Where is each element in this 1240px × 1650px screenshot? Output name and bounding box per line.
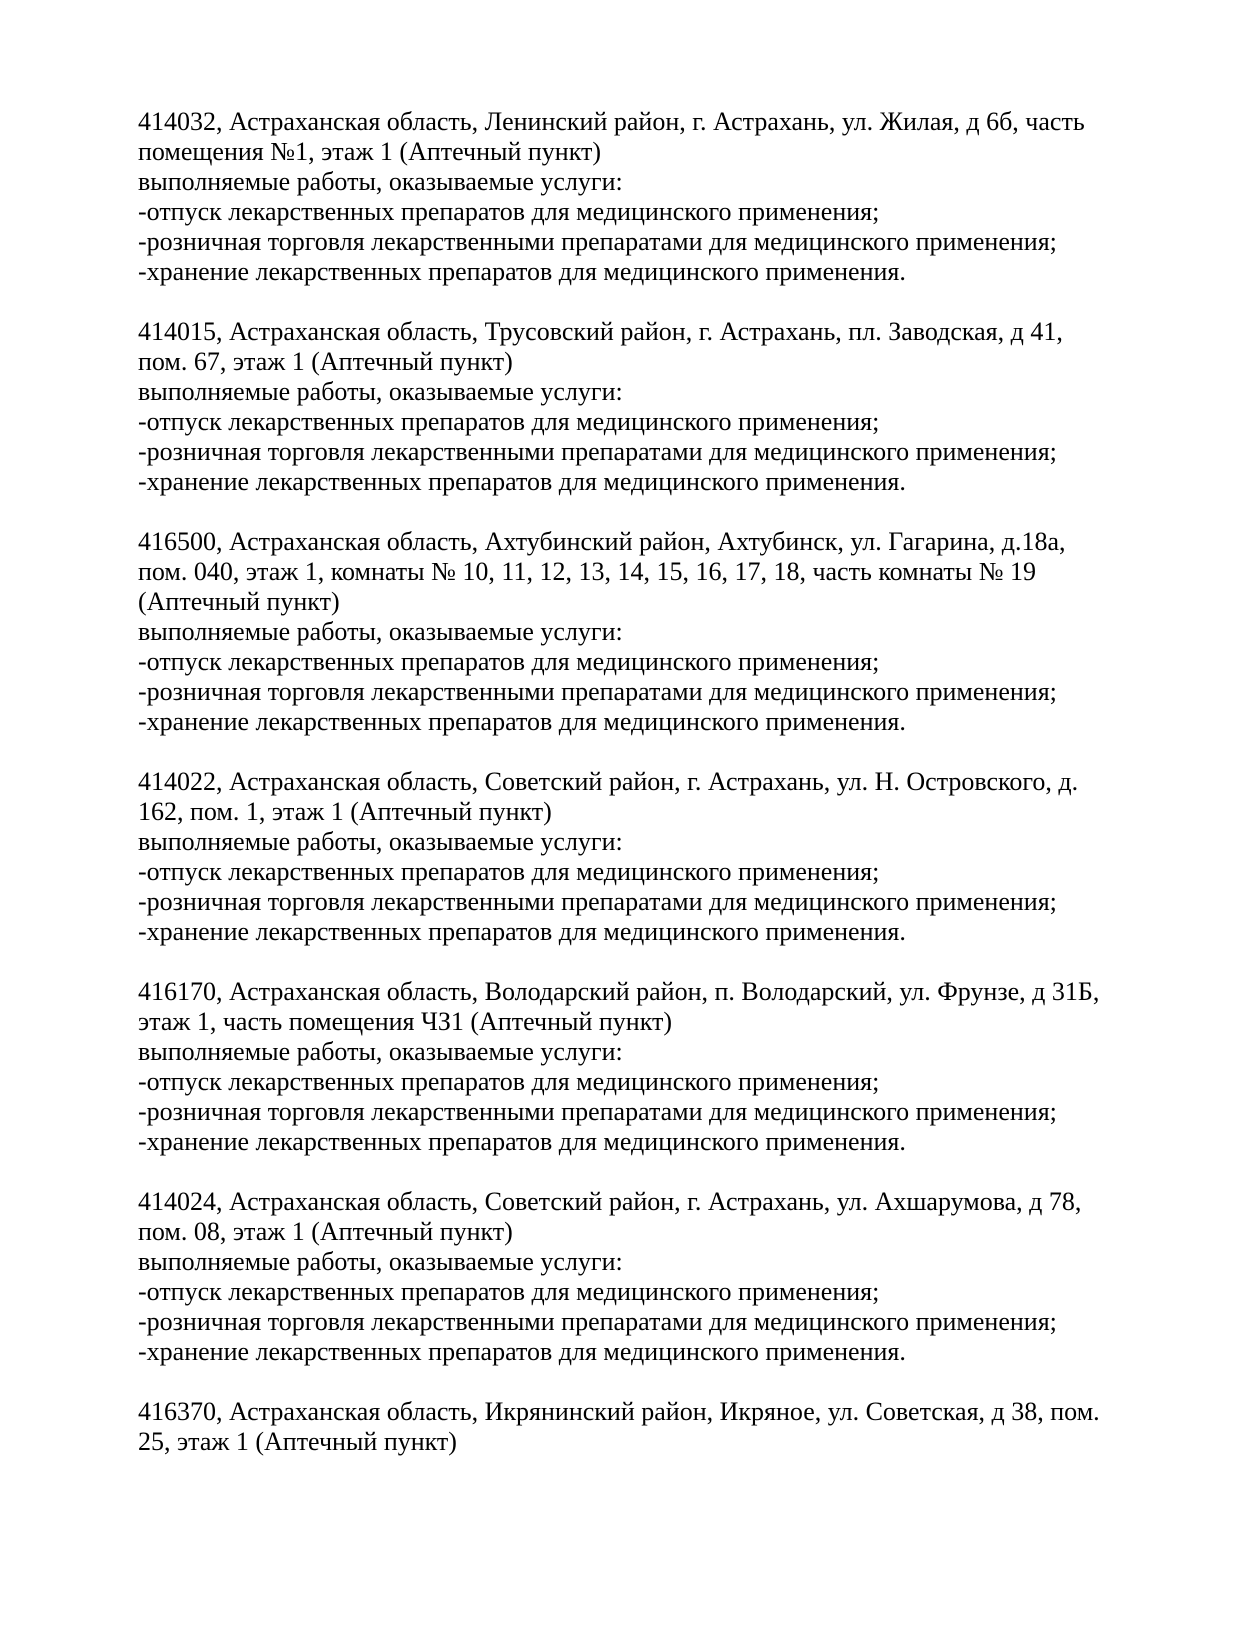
entry-address: 414022, Астраханская область, Советский район, г. Астрахань, ул. Н. Островского, д. 162, пом. 1, этаж 1 (Аптечный пункт) (138, 767, 1079, 826)
entry-address: 414032, Астраханская область, Ленинский район, г. Астрахань, ул. Жилая, д 6б, часть помещения №1, этаж 1 (Аптечный пункт) (138, 107, 1085, 166)
pharmacy-entry (138, 317, 1113, 497)
entry-address: 416500, Астраханская область, Ахтубинский район, Ахтубинск, ул. Гагарина, д.18а, пом. 040, этаж 1, комнаты № 10, 11, 12, 13, 14, 15, 16, 17, 18, часть комнаты № 19 (Аптечный пункт) (138, 527, 1066, 616)
pharmacy-entry (138, 527, 1113, 737)
service-item-line: -розничная торговля лекарственными препаратами для медицинского применения; (138, 1307, 1057, 1336)
entry-address: 416370, Астраханская область, Икрянинский район, Икряное, ул. Советская, д 38, пом. 25, этаж 1 (Аптечный пункт) (138, 1397, 1100, 1456)
services-header-line: выполняемые работы, оказываемые услуги: (138, 617, 623, 646)
service-item-line: -отпуск лекарственных препаратов для медицинского применения; (138, 197, 880, 226)
service-item-line: -хранение лекарственных препаратов для медицинского применения. (138, 707, 906, 736)
service-item-line: -хранение лекарственных препаратов для медицинского применения. (138, 1127, 906, 1156)
services-header-line: выполняемые работы, оказываемые услуги: (138, 377, 623, 406)
service-item-line: -отпуск лекарственных препаратов для медицинского применения; (138, 1277, 880, 1306)
pharmacy-entry (138, 1187, 1113, 1367)
services-header-line: выполняемые работы, оказываемые услуги: (138, 167, 623, 196)
services-header-line: выполняемые работы, оказываемые услуги: (138, 1037, 623, 1066)
service-item-line: -розничная торговля лекарственными препаратами для медицинского применения; (138, 887, 1057, 916)
service-item-line: -розничная торговля лекарственными препаратами для медицинского применения; (138, 437, 1057, 466)
service-item-line: -отпуск лекарственных препаратов для медицинского применения; (138, 407, 880, 436)
services-header-line: выполняемые работы, оказываемые услуги: (138, 827, 623, 856)
service-item-line: -хранение лекарственных препаратов для медицинского применения. (138, 1337, 906, 1366)
service-item-line: -розничная торговля лекарственными препаратами для медицинского применения; (138, 227, 1057, 256)
service-item-line: -отпуск лекарственных препаратов для медицинского применения; (138, 1067, 880, 1096)
pharmacy-entry (138, 107, 1113, 287)
service-item-line: -розничная торговля лекарственными препаратами для медицинского применения; (138, 677, 1057, 706)
pharmacy-entry (138, 977, 1113, 1157)
entry-address: 414024, Астраханская область, Советский район, г. Астрахань, ул. Ахшарумова, д 78, пом. 08, этаж 1 (Аптечный пункт) (138, 1187, 1082, 1246)
entry-address: 416170, Астраханская область, Володарский район, п. Володарский, ул. Фрунзе, д 31Б, этаж 1, часть помещения ЧЗ1 (Аптечный пункт) (138, 977, 1100, 1036)
service-item-line: -хранение лекарственных препаратов для медицинского применения. (138, 467, 906, 496)
service-item-line: -отпуск лекарственных препаратов для медицинского применения; (138, 857, 880, 886)
entry-address: 414015, Астраханская область, Трусовский район, г. Астрахань, пл. Заводская, д 41, пом. 67, этаж 1 (Аптечный пункт) (138, 317, 1063, 376)
service-item-line: -хранение лекарственных препаратов для медицинского применения. (138, 917, 906, 946)
pharmacy-entry (138, 1397, 1113, 1457)
services-header-line: выполняемые работы, оказываемые услуги: (138, 1247, 623, 1276)
pharmacy-entry (138, 767, 1113, 947)
service-item-line: -хранение лекарственных препаратов для медицинского применения. (138, 257, 906, 286)
service-item-line: -розничная торговля лекарственными препаратами для медицинского применения; (138, 1097, 1057, 1126)
service-item-line: -отпуск лекарственных препаратов для медицинского применения; (138, 647, 880, 676)
